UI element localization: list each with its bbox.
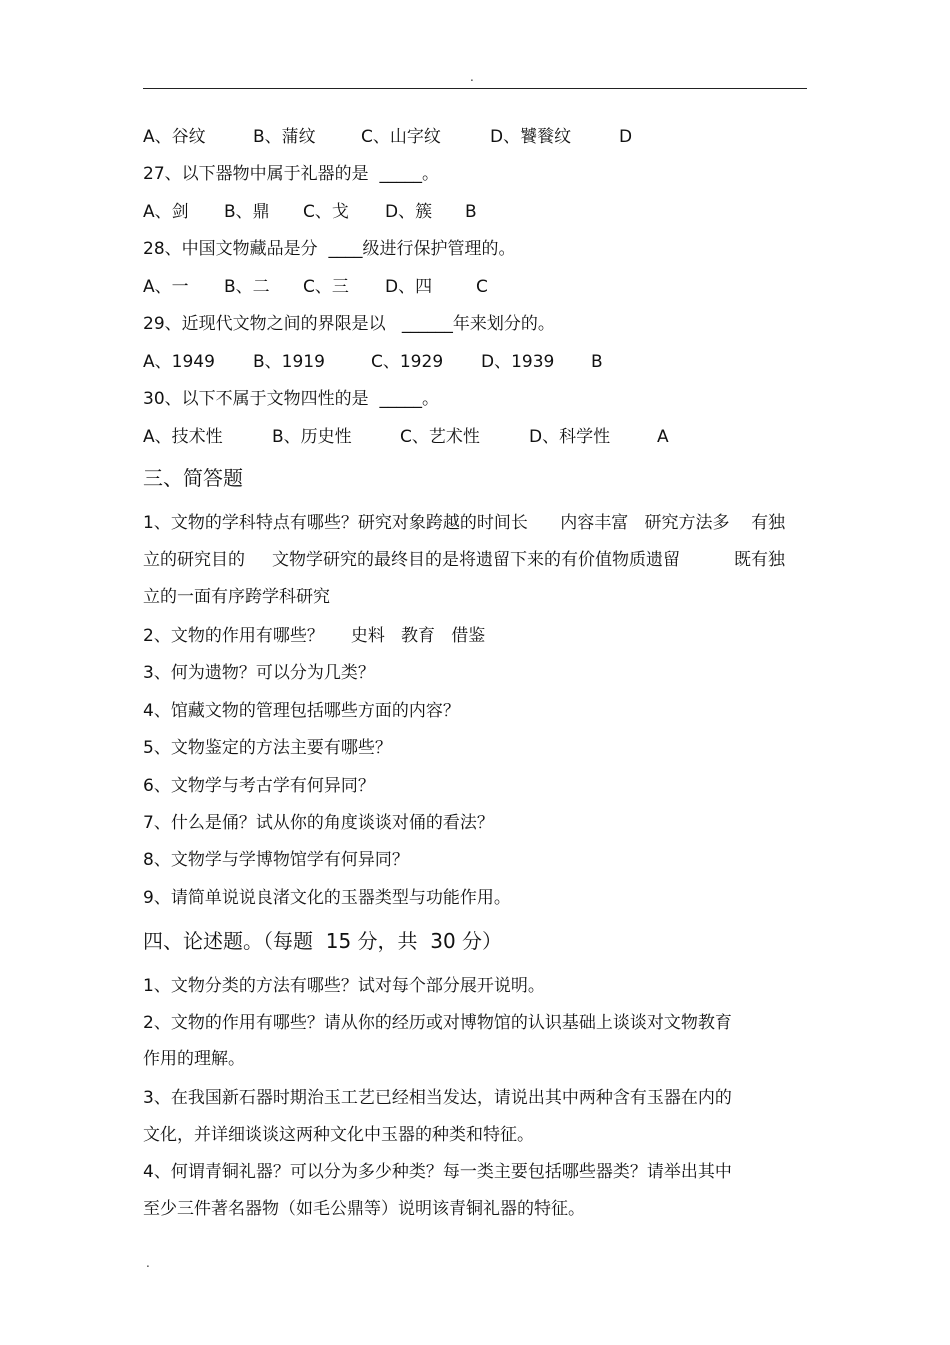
q29-stem: 29、近现代文物之间的界限是以 ______年来划分的。 [143, 314, 555, 334]
section4-line: 作用的理解。 [143, 1049, 245, 1069]
q27-answer: B [465, 202, 477, 222]
q30-option-b: B、历史性 [272, 427, 352, 447]
q28-option-c: C、三 [303, 277, 349, 297]
section3-line: 立的研究目的 文物学研究的最终目的是将遗留下来的有价值物质遗留 既有独 [143, 550, 786, 570]
q30-option-c: C、艺术性 [400, 427, 480, 447]
header-dot: . [470, 70, 474, 84]
q28-option-b: B、二 [224, 277, 270, 297]
q29-option-a: A、1949 [143, 352, 215, 372]
section3-line: 6、文物学与考古学有何异同？ [143, 776, 375, 796]
q26-option-a: A、谷纹 [143, 127, 206, 147]
section4-title: 四、论述题。（每题 15 分，共 30 分） [143, 929, 503, 953]
section4-line: 文化，并详细谈谈这两种文化中玉器的种类和特征。 [143, 1125, 534, 1145]
q29-option-d: D、1939 [481, 352, 555, 372]
section4-line: 1、文物分类的方法有哪些？试对每个部分展开说明。 [143, 976, 545, 996]
section4-line: 3、在我国新石器时期治玉工艺已经相当发达，请说出其中两种含有玉器在内的 [143, 1088, 732, 1108]
q30-answer: A [657, 427, 669, 447]
section4-line: 4、何谓青铜礼器？可以分为多少种类？每一类主要包括哪些器类？请举出其中 [143, 1162, 732, 1182]
section3-line: 1、文物的学科特点有哪些？研究对象跨越的时间长 内容丰富 研究方法多 有独 [143, 513, 786, 533]
q26-option-d: D、饕餮纹 [490, 127, 572, 147]
section3-line: 9、请简单说说良渚文化的玉器类型与功能作用。 [143, 888, 511, 908]
section3-line: 7、什么是俑？试从你的角度谈谈对俑的看法？ [143, 813, 494, 833]
q30-stem: 30、以下不属于文物四性的是 _____。 [143, 389, 439, 409]
footer-dot: . [146, 1256, 150, 1270]
section4-line: 至少三件著名器物（如毛公鼎等）说明该青铜礼器的特征。 [143, 1199, 585, 1219]
section3-line: 2、文物的作用有哪些？ 史料 教育 借鉴 [143, 626, 486, 646]
header-rule [143, 88, 807, 89]
section3-title: 三、简答题 [143, 466, 243, 490]
q27-option-d: D、簇 [385, 202, 433, 222]
q30-option-d: D、科学性 [529, 427, 611, 447]
q28-stem: 28、中国文物藏品是分 ____级进行保护管理的。 [143, 239, 516, 259]
q27-option-c: C、戈 [303, 202, 349, 222]
q26-option-c: C、山字纹 [361, 127, 441, 147]
q27-option-b: B、鼎 [224, 202, 270, 222]
q30-option-a: A、技术性 [143, 427, 223, 447]
q28-answer: C [476, 277, 488, 297]
section3-line: 5、文物鉴定的方法主要有哪些？ [143, 738, 392, 758]
q28-option-a: A、一 [143, 277, 189, 297]
section3-line: 立的一面有序跨学科研究 [143, 587, 330, 607]
section3-line: 8、文物学与学博物馆学有何异同？ [143, 850, 409, 870]
q26-answer: D [619, 127, 633, 147]
q27-option-a: A、剑 [143, 202, 189, 222]
section4-line: 2、文物的作用有哪些？请从你的经历或对博物馆的认识基础上谈谈对文物教育 [143, 1013, 732, 1033]
q27-stem: 27、以下器物中属于礼器的是 _____。 [143, 164, 439, 184]
section3-line: 3、何为遗物？可以分为几类？ [143, 663, 375, 683]
q29-option-c: C、1929 [371, 352, 444, 372]
q26-option-b: B、蒲纹 [253, 127, 316, 147]
q29-answer: B [591, 352, 603, 372]
q29-option-b: B、1919 [253, 352, 325, 372]
section3-line: 4、馆藏文物的管理包括哪些方面的内容？ [143, 701, 460, 721]
q28-option-d: D、四 [385, 277, 433, 297]
